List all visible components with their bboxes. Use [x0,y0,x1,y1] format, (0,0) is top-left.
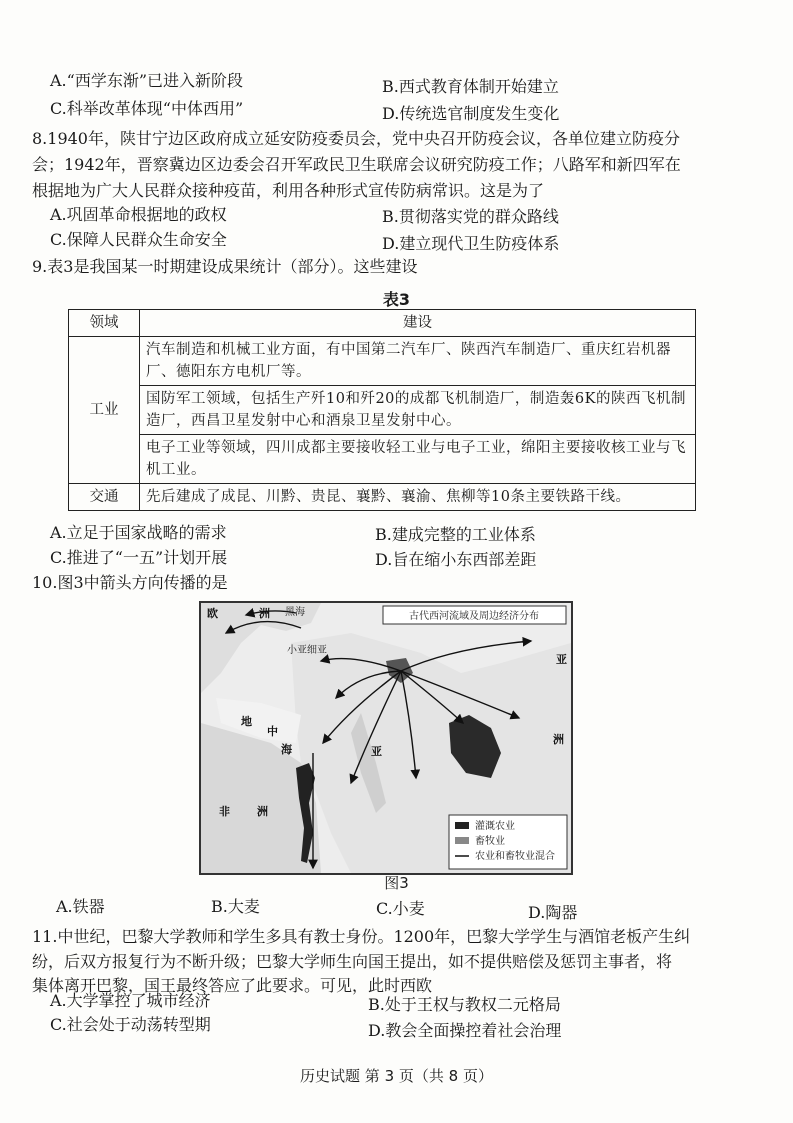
q9-option-c[interactable]: C.推进了“一五”计划开展 [50,548,228,567]
table-3 [68,309,696,511]
q9-option-d[interactable]: D.旨在缩小东西部差距 [375,550,537,569]
q8-option-b[interactable]: B.贯彻落实党的群众路线 [382,207,559,226]
label-right-a: 亚 [556,653,567,666]
map-title: 古代西河流域及周边经济分布 [409,611,539,622]
q7-option-a[interactable]: A.“西学东渐”已进入新阶段 [50,71,244,90]
q10-option-c[interactable]: C.小麦 [376,899,425,918]
q10-option-b[interactable]: B.大麦 [211,897,260,916]
table-field-transport: 交通 [69,484,140,511]
q11-option-d[interactable]: D.教会全面操控着社会治理 [368,1021,562,1040]
map-svg [201,603,571,873]
label-asia-a: 亚 [371,745,382,758]
legend-pastoral-swatch [455,837,469,844]
label-asia-minor: 小亚细亚 [287,645,327,656]
label-med-b: 中 [267,725,278,738]
label-black-sea: 黑海 [285,607,305,618]
q11-option-a[interactable]: A.大学掌控了城市经济 [50,991,211,1010]
label-europe-b: 洲 [259,607,270,620]
q9-stem: 9.表3是我国某一时期建设成果统计（部分）。这些建设 [32,257,418,276]
page-footer: 历史试题 第 3 页（共 8 页） [300,1067,493,1085]
table-row [69,435,696,484]
q7-option-c[interactable]: C.科举改革体现“中体西用” [50,99,244,118]
q11-stem-line-3: 集体离开巴黎，国王最终答应了此要求。可见，此时西欧 [32,976,433,995]
label-europe-a: 欧 [207,607,218,620]
q8-stem-line-2: 会；1942年，晋察冀边区边委会召开军政民卫生联席会议研究防疫工作；八路军和新四军在 [32,155,681,174]
label-africa-a: 非 [219,805,230,818]
q9-option-a[interactable]: A.立足于国家战略的需求 [50,523,227,542]
q8-option-d[interactable]: D.建立现代卫生防疫体系 [382,234,560,253]
table-header-row [69,310,696,337]
q10-option-d[interactable]: D.陶器 [528,903,578,922]
q9-option-b[interactable]: B.建成完整的工业体系 [375,525,536,544]
q11-option-c[interactable]: C.社会处于动荡转型期 [50,1015,211,1034]
table-cell-industry-2: 国防军工领域，包括生产歼10和歼20的成都飞机制造厂，制造轰6K的陕西飞机制造厂，西昌卫星发射中心和酒泉卫星发射中心。 [140,386,696,435]
label-med-a: 地 [241,715,252,728]
q7-option-b[interactable]: B.西式教育体制开始建立 [382,77,559,96]
table-cell-industry-1: 汽车制造和机械工业方面，有中国第二汽车厂、陕西汽车制造厂、重庆红岩机器厂、德阳东方电机厂等。 [140,337,696,386]
figure-3-map [199,601,573,875]
q8-stem-line-3: 根据地为广大人民群众接种疫苗，利用各种形式宣传防病常识。这是为了 [32,181,545,200]
legend-irrigation-swatch [455,822,469,829]
q7-option-d[interactable]: D.传统选官制度发生变化 [382,104,560,123]
table-field-industry: 工业 [69,337,140,484]
q8-stem-line-1: 8.1940年，陕甘宁边区政府成立延安防疫委员会，党中央召开防疫会议，各单位建立防疫分 [32,129,680,148]
q8-option-a[interactable]: A.巩固革命根据地的政权 [50,205,227,224]
table-cell-industry-3: 电子工业等领域，四川成都主要接收轻工业与电子工业，绵阳主要接收核工业与飞机工业。 [140,435,696,484]
table-3-caption: 表3 [382,290,411,309]
table-row [69,337,696,386]
table-header-field: 领域 [69,310,140,337]
q8-option-c[interactable]: C.保障人民群众生命安全 [50,230,227,249]
q11-stem-line-1: 11.中世纪，巴黎大学教师和学生多具有教士身份。1200年，巴黎大学学生与酒馆老板产生纠 [32,927,691,946]
legend-mixed-label: 农业和畜牧业混合 [475,851,555,862]
legend-irrigation-label: 灌溉农业 [475,821,515,832]
q10-stem: 10.图3中箭头方向传播的是 [32,573,228,592]
table-row [69,386,696,435]
legend-pastoral-label: 畜牧业 [475,836,505,847]
label-right-b: 洲 [553,733,564,746]
label-med-c: 海 [281,743,292,756]
q10-option-a[interactable]: A.铁器 [56,897,105,916]
q11-stem-line-2: 纷，后双方报复行为不断升级；巴黎大学师生向国王提出，如不提供赔偿及惩罚主事者，将 [32,952,673,971]
table-header-content: 建设 [140,310,696,337]
table-row [69,484,696,511]
table-cell-transport: 先后建成了成昆、川黔、贵昆、襄黔、襄渝、焦柳等10条主要铁路干线。 [140,484,696,511]
q11-option-b[interactable]: B.处于王权与教权二元格局 [368,995,561,1014]
figure-3-caption: 图3 [384,874,409,892]
label-africa-b: 洲 [257,805,268,818]
